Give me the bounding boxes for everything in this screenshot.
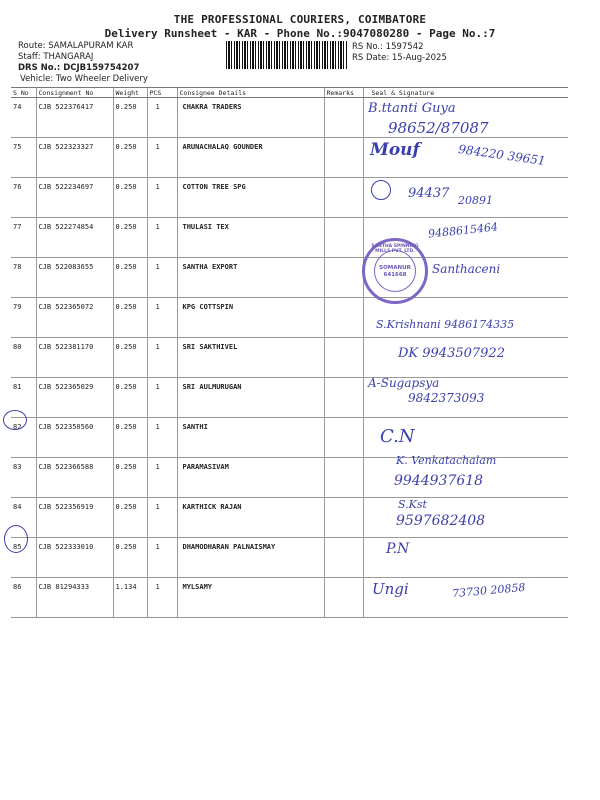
pcs-cell: 1 [147,538,177,578]
sno-cell: 75 [11,138,36,178]
rs-number: RS No.: 1597542 [352,42,424,52]
weight-cell: 0.250 [113,218,147,258]
weight-cell: 0.250 [113,298,147,338]
phone-74: 98652/87087 [388,119,489,137]
signature-79: S.Krishnani 9486174335 [376,318,515,331]
weight-cell: 0.250 [113,458,147,498]
signature-86: Ungi [372,580,409,598]
consignee-cell: ARUNACHALAQ GOUNDER [177,138,324,178]
phone-86: 73730 20858 [451,580,526,601]
remarks-cell [324,298,363,338]
weight-cell: 0.250 [113,338,147,378]
pcs-cell: 1 [147,418,177,458]
remarks-cell [324,178,363,218]
pcs-cell: 1 [147,218,177,258]
seal-inner-ring [374,250,416,292]
weight-cell: 0.250 [113,418,147,458]
vehicle-label: Vehicle: Two Wheeler Delivery [20,74,148,84]
phone-76b: 20891 [458,194,493,207]
pcs-cell: 1 [147,138,177,178]
weight-cell: 0.250 [113,258,147,298]
col-seal: Seal & Signature [363,88,568,98]
consignee-cell: KPG COTTSPIN [177,298,324,338]
consignee-cell: CHAKRA TRADERS [177,98,324,138]
sno-circle-85 [4,525,28,553]
sno-cell: 77 [11,218,36,258]
phone-76a: 94437 [408,186,450,201]
col-consignment: Consignment No [36,88,113,98]
phone-77: 9488615464 [427,220,499,241]
pcs-cell: 1 [147,458,177,498]
sno-cell: 81 [11,378,36,418]
table-header-row [11,88,568,98]
weight-cell: 0.250 [113,178,147,218]
phone-84: 9597682408 [396,513,486,529]
sno-cell: 76 [11,178,36,218]
signature-75: Mouf [370,140,420,160]
col-details: Consignee Details [177,88,324,98]
signature-78: Santhaceni [432,262,501,276]
sno-cell: 83 [11,458,36,498]
pcs-cell: 1 [147,258,177,298]
remarks-cell [324,458,363,498]
consignee-cell: KARTHICK RAJAN [177,498,324,538]
consignment-cell: CJB 522356919 [36,498,113,538]
sno-cell: 79 [11,298,36,338]
consignment-cell: CJB 81294333 [36,578,113,618]
drs-label: DRS No.: DCJB159754207 [18,63,140,73]
consignee-cell: SRI SAKTHIVEL [177,338,324,378]
weight-cell: 0.250 [113,498,147,538]
consignee-cell: SRI AULMURUGAN [177,378,324,418]
remarks-cell [324,258,363,298]
sno-cell: 84 [11,498,36,538]
consignment-cell: CJB 522350560 [36,418,113,458]
consignment-cell: CJB 522083655 [36,258,113,298]
rs-date: RS Date: 15-Aug-2025 [352,53,447,63]
remarks-cell [324,578,363,618]
remarks-cell [324,538,363,578]
sno-cell: 80 [11,338,36,378]
phone-83: 9944937618 [394,473,484,489]
pcs-cell: 1 [147,98,177,138]
table-row [11,418,568,458]
table-row [11,378,568,418]
col-remarks: Remarks [324,88,363,98]
consignee-cell: SANTHI [177,418,324,458]
signature-83: C.N [380,426,415,447]
consignee-cell: COTTON TREE SPG [177,178,324,218]
company-title: THE PROFESSIONAL COURIERS, COIMBATORE [173,13,427,26]
pcs-cell: 1 [147,498,177,538]
pcs-cell: 1 [147,378,177,418]
consignment-cell: CJB 522376417 [36,98,113,138]
remarks-cell [324,378,363,418]
remarks-cell [324,418,363,458]
runsheet-subtitle: Delivery Runsheet - KAR - Phone No.:9047080280 - Page No.:7 [104,27,496,40]
consignment-cell: CJB 522323327 [36,138,113,178]
pcs-cell: 1 [147,338,177,378]
consignment-cell: CJB 522366588 [36,458,113,498]
consignment-cell: CJB 522333010 [36,538,113,578]
pcs-cell: 1 [147,578,177,618]
sno-cell: 85 [11,538,36,578]
col-pcs: PCS [147,88,177,98]
sno-cell: 82 [11,418,36,458]
table-row [11,538,568,578]
signature-81: A-Sugapsya [368,376,440,390]
consignee-cell: DHAMODHARAN PALNAISMAY [177,538,324,578]
staff-label: Staff: THANGARAJ [18,52,94,62]
remarks-cell [324,218,363,258]
initial-circle-76 [371,180,391,200]
consignment-cell: CJB 522234697 [36,178,113,218]
name-83: K. Venkatachalam [396,454,497,467]
consignment-cell: CJB 522365029 [36,378,113,418]
signature-85: P.N [386,541,410,557]
consignee-cell: MYLSAMY [177,578,324,618]
signature-84: S.Kst [398,498,427,511]
remarks-cell [324,498,363,538]
remarks-cell [324,338,363,378]
weight-cell: 0.250 [113,378,147,418]
consignee-cell: THULASI TEX [177,218,324,258]
phone-81: 9842373093 [408,391,485,405]
sno-cell: 86 [11,578,36,618]
sno-cell: 74 [11,98,36,138]
seal-ring-text: SANTHA SPINNING MILLS PVT. LTD. [371,244,419,254]
weight-cell: 0.250 [113,98,147,138]
pcs-cell: 1 [147,298,177,338]
consignment-cell: CJB 522381170 [36,338,113,378]
consignee-cell: SANTHA EXPORT [177,258,324,298]
seal-pincode: 641668 [383,272,407,278]
col-weight: Weight [113,88,147,98]
sno-circle-82 [3,410,27,430]
consignee-cell: PARAMASIVAM [177,458,324,498]
barcode [226,41,347,69]
remarks-cell [324,98,363,138]
consignment-cell: CJB 522274854 [36,218,113,258]
col-sno: S No [11,88,36,98]
route-label: Route: SAMALAPURAM KAR [18,41,134,51]
consignment-cell: CJB 522365072 [36,298,113,338]
weight-cell: 0.250 [113,138,147,178]
signature-74: B.ttanti Guya [368,101,456,116]
weight-cell: 1.134 [113,578,147,618]
company-seal [362,238,428,304]
pcs-cell: 1 [147,178,177,218]
sno-cell: 78 [11,258,36,298]
phone-75: 984220 39651 [457,141,547,169]
remarks-cell [324,138,363,178]
signature-80: DK 9943507922 [398,346,505,361]
seal-town: SOMANUR [379,265,411,271]
weight-cell: 0.250 [113,538,147,578]
